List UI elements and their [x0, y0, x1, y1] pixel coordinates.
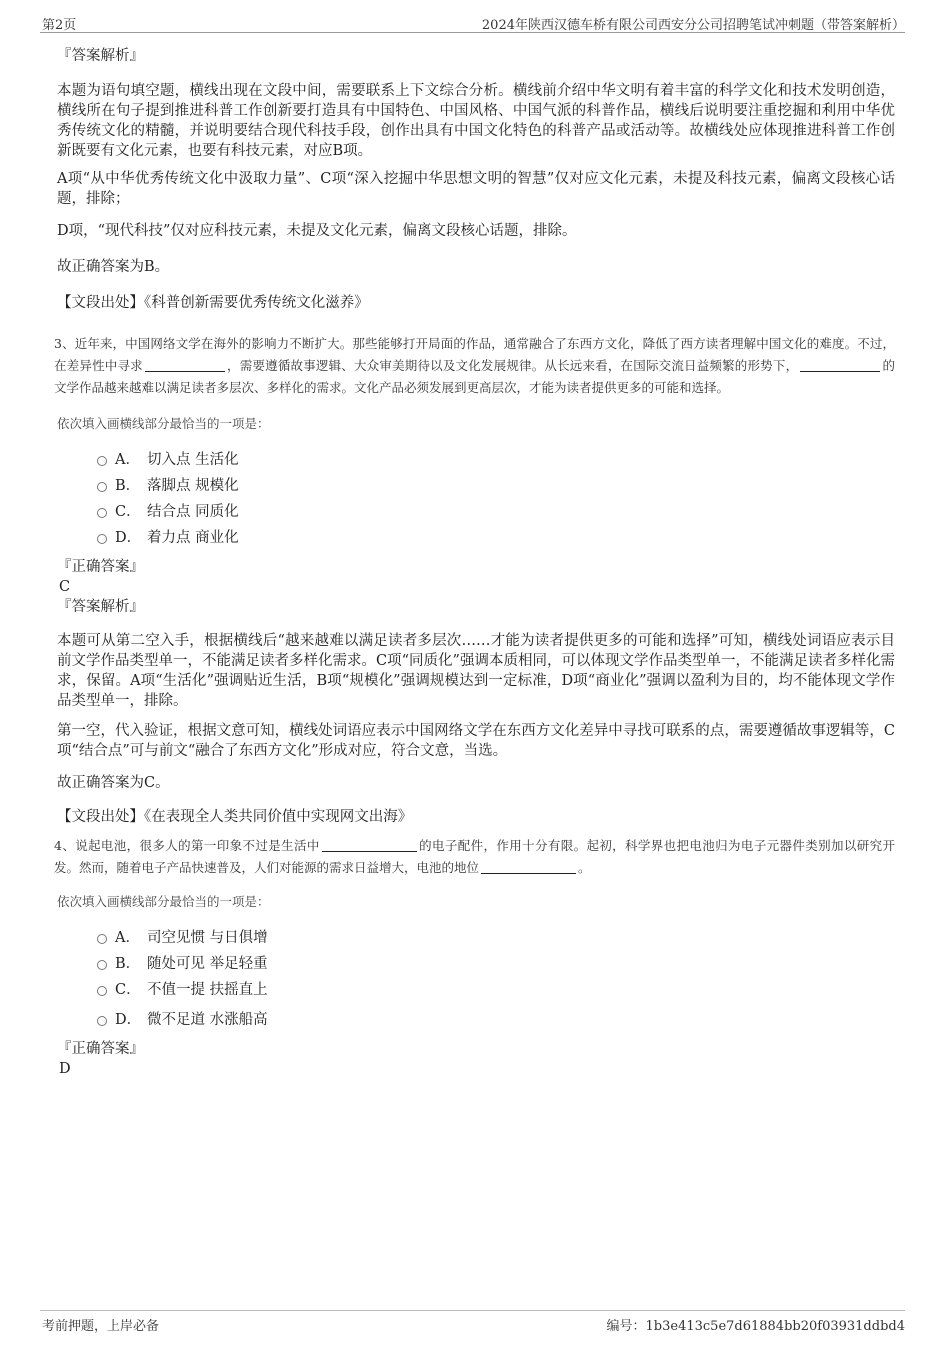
main-content	[54, 40, 895, 1079]
q3-analysis-label: 『答案解析』	[57, 599, 144, 615]
q3-answer-label: 『正确答案』	[57, 559, 144, 575]
radio-icon[interactable]	[97, 508, 107, 518]
q2-conclusion: 故正确答案为B。	[57, 259, 170, 275]
q4-blank-2	[481, 859, 576, 874]
q3-option-c[interactable]: C． 结合点 同质化	[57, 499, 895, 525]
q2-source: 【文段出处】《科普创新需要优秀传统文化滋养》	[57, 295, 369, 311]
q4-option-a[interactable]: A． 司空见惯 与日俱增	[57, 925, 895, 951]
q4-answer-label: 『正确答案』	[57, 1041, 144, 1057]
q4-instruction: 依次填入画横线部分最恰当的一项是：	[57, 894, 270, 909]
q3-option-b[interactable]: B． 落脚点 规模化	[57, 473, 895, 499]
q2-analysis-para2: A项“从中华优秀传统文化中汲取力量”、C项“深入挖掘中华思想文明的智慧”仅对应文化元素，未提及科技元素，偏离文段核心话题，排除；	[57, 171, 895, 207]
radio-icon[interactable]	[97, 1016, 107, 1026]
page-header	[40, 12, 905, 33]
page-number: 第2页	[42, 18, 77, 33]
q2-analysis-para3: D项，“现代科技”仅对应科技元素，未提及文化元素，偏离文段核心话题，排除。	[57, 223, 577, 239]
radio-icon[interactable]	[97, 456, 107, 466]
q4-option-b[interactable]: B． 随处可见 举足轻重	[57, 951, 895, 977]
q4-option-d[interactable]: D． 微不足道 水涨船高	[57, 1007, 895, 1033]
page-footer	[40, 1310, 905, 1335]
radio-icon[interactable]	[97, 934, 107, 944]
q3-conclusion: 故正确答案为C。	[57, 775, 170, 791]
radio-icon[interactable]	[97, 482, 107, 492]
q3-option-a[interactable]: A． 切入点 生活化	[57, 447, 895, 473]
q3-options	[57, 447, 895, 551]
q4-stem: 4、说起电池，很多人的第一印象不过是生活中 的电子配件，作用十分有限。起初，科学界也把电池归为电子元器件类别加以研究开发。然而，随着电子产品快速普及，人们对能源的需求日益增大，电池的地位 。	[54, 838, 895, 875]
radio-icon[interactable]	[97, 960, 107, 970]
q2-analysis-label: 『答案解析』	[57, 48, 144, 64]
radio-icon[interactable]	[97, 534, 107, 544]
q4-answer: D	[59, 1061, 71, 1077]
footer-slogan: 考前押题，上岸必备	[42, 1319, 160, 1334]
q3-blank-2	[800, 357, 880, 372]
q3-answer: C	[59, 579, 71, 595]
q3-instruction: 依次填入画横线部分最恰当的一项是：	[57, 416, 270, 431]
document-title: 2024年陕西汉德车桥有限公司西安分公司招聘笔试冲刺题（带答案解析）	[481, 18, 905, 33]
q3-source: 【文段出处】《在表现全人类共同价值中实现网文出海》	[57, 809, 413, 825]
q2-analysis-para1: 本题为语句填空题，横线出现在文段中间，需要联系上下文综合分析。横线前介绍中华文明有着丰富的科学文化和技术发明创造，横线所在句子提到推进科普工作创新要打造具有中国特色、中国风格、中国气派的科普作品，横线后说明要注重挖掘和利用中华优秀传统文化的精髓，并说明要结合现代科技手段，创作出具有中国文化特色的科普产品或活动等。故横线处应体现推进科普工作创新既要有文化元素，也要有科技元素，对应B项。	[57, 83, 895, 159]
q4-options	[57, 925, 895, 1033]
q3-option-d[interactable]: D． 着力点 商业化	[57, 525, 895, 551]
document-code: 编号：1b3e413c5e7d61884bb20f03931ddbd4	[606, 1319, 905, 1334]
q3-stem: 3、近年来，中国网络文学在海外的影响力不断扩大。那些能够打开局面的作品，通常融合了东西方文化，降低了西方读者理解中国文化的难度。不过，在差异性中寻求 ，需要遵循故事逻辑、大众审美期待以及文化发展规律。从长远来看，在国际交流日益频繁的形势下， 的文学作品越来越难以满足读者多层次、多样化的需求。文化产品必须发展到更高层次，才能为读者提供更多的可能和选择。	[54, 336, 895, 395]
q3-analysis-para1: 本题可从第二空入手，根据横线后“越来越难以满足读者多层次……才能为读者提供更多的可能和选择”可知，横线处词语应表示目前文学作品类型单一，不能满足读者多样化需求。C项“同质化”强调本质相同，可以体现文学作品类型单一，不能满足读者多样化需求，保留。A项“生活化”强调贴近生活，B项“规模化”强调规模达到一定标准，D项“商业化”强调以盈利为目的，均不能体现文学作品类型单一，排除。	[57, 633, 895, 709]
q3-analysis-para2: 第一空，代入验证，根据文意可知，横线处词语应表示中国网络文学在东西方文化差异中寻找可联系的点，需要遵循故事逻辑等，C项“结合点”可与前文“融合了东西方文化”形成对应，符合文意，当选。	[57, 723, 895, 759]
radio-icon[interactable]	[97, 986, 107, 996]
q4-blank-1	[322, 837, 417, 852]
q4-option-c[interactable]: C． 不值一提 扶摇直上	[57, 977, 895, 1007]
q3-blank-1	[145, 357, 225, 372]
